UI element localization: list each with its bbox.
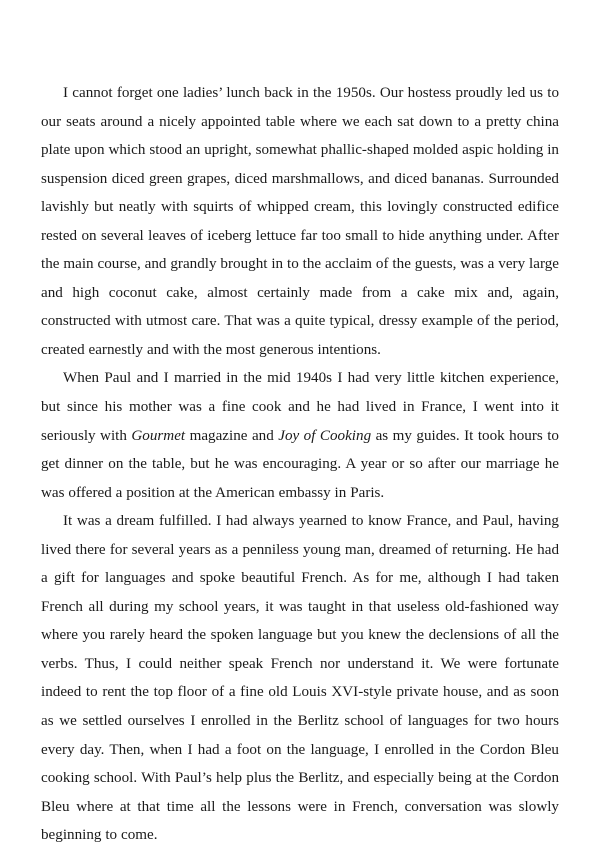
text-run: magazine and bbox=[185, 427, 279, 444]
text-run: It was a dream fulfilled. I had always yearned to know France, and Paul, having lived there for several years as a penniless young man, dreamed of returning. He had a gift for languages and spoke beautiful French. As for me, although I had taken French all during my school years, it was taught in that useless old-fashioned way where you rarely heard the spoken language but you knew the declensions of all the verbs. Thus, I could neither speak French nor understand it. We were fortunate indeed to rent the top floor of a fine old Louis XVI-style private house, and as soon as we settled ourselves I enrolled in the Berlitz school of languages for two hours every day. Then, when I had a foot on the language, I enrolled in the Cordon Bleu cooking school. With Paul’s help plus the Berlitz, and especially being at the Cordon Bleu where at that time all the lessons were in French, conversation was slowly beginning to come. bbox=[41, 513, 559, 844]
text-run: When Paul and I married in the mid 1940s I had very little kitchen experience, but since his mother was a fine cook and he had lived in France, I went into it seriously with bbox=[41, 370, 559, 444]
paragraph-2 bbox=[41, 364, 559, 507]
text-run: as my guides. It took hours to get dinner on the table, but he was encouraging. A year or so after our marriage he was offered a position at the American embassy in Paris. bbox=[41, 427, 559, 501]
paragraph-1 bbox=[41, 79, 559, 364]
italic-title: Gourmet bbox=[131, 427, 186, 444]
text-column bbox=[41, 79, 559, 850]
italic-title: Joy of Cooking bbox=[278, 427, 372, 444]
text-run: I cannot forget one ladies’ lunch back in the 1950s. Our hostess proudly led us to our seats around a nicely appointed table where we each sat down to a pretty china plate upon which stood an upright, somewhat phallic-shaped molded aspic holding in suspension diced green grapes, diced marshmallows, and diced bananas. Surrounded lavishly but neatly with squirts of whipped cream, this lovingly constructed edifice rested on several leaves of iceberg lettuce far too small to hide anything under. After the main course, and grandly brought in to the acclaim of the guests, was a very large and high coconut cake, almost certainly made from a cake mix and, again, constructed with utmost care. That was a quite typical, dressy example of the period, created earnestly and with the most generous intentions. bbox=[41, 85, 559, 358]
paragraph-3 bbox=[41, 507, 559, 850]
